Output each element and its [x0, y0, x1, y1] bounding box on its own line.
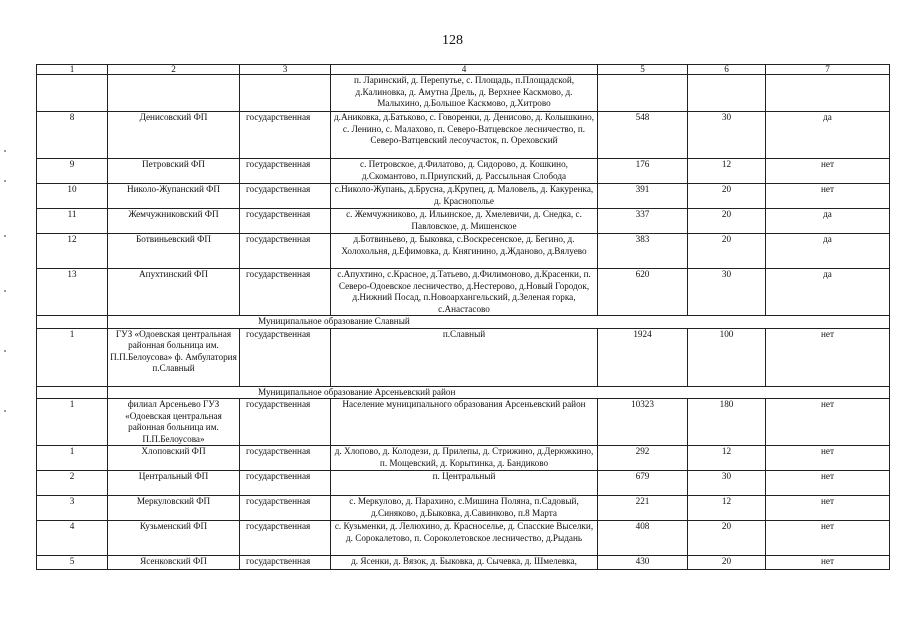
ownership-form: государственная [240, 234, 331, 269]
facility-name: Апухтинский ФП [108, 269, 240, 316]
served-settlements: п. Центральный [331, 471, 598, 496]
ownership-form: государственная [240, 269, 331, 316]
table-row [37, 209, 890, 234]
table-row [37, 496, 890, 521]
served-settlements: с.Николо-Жупань, д.Бруcна, д.Крупец, д. Маловель, д. Какуренка, д. Краснополье [331, 184, 598, 209]
served-settlements: с.Апухтино, с.Красное, д.Татьево, д.Филимоново, д.Красенки, п. Северо-Одоевское лесничество, д.Нестерово, д.Новый Городок, д.Нижний Посад, п.Новоархангельский, д.Зеленая горка, с.Анастасово [331, 269, 598, 316]
binding-marks [4, 140, 14, 440]
facility-name: Петровский ФП [108, 159, 240, 184]
distance: 12 [688, 159, 766, 184]
ownership-form: государственная [240, 496, 331, 521]
distance: 20 [688, 556, 766, 570]
column-header: 4 [331, 65, 598, 75]
row-number: 13 [37, 269, 108, 316]
distance: 20 [688, 234, 766, 269]
row-number: 9 [37, 159, 108, 184]
section-spacer [37, 316, 108, 329]
served-settlements: п. Ларинский, д. Перепутье, с. Площадь, п.Площадской, д.Калиновка, д. Амутна Дрель, д. Верхнее Каскмово, д. Малыхино, д.Большое Каскмово, д.Хитрово [331, 75, 598, 112]
served-settlements: д.Аниковка, д.Батьково, с. Говоренки, д. Денисово, д. Колышкино, с. Ленино, с. Малахово, п. Северо-Ватцевское лесничество, п. Северо-Ватцевский лесоучасток, п. Ореховский [331, 112, 598, 159]
population: 292 [598, 446, 688, 471]
facility-name: Хлоповский ФП [108, 446, 240, 471]
facilities-table [36, 64, 890, 570]
row-number: 8 [37, 112, 108, 159]
population: 548 [598, 112, 688, 159]
population: 176 [598, 159, 688, 184]
served-settlements: Население муниципального образования Арсеньевский район [331, 399, 598, 446]
availability: нет [766, 184, 890, 209]
table-row [37, 112, 890, 159]
served-settlements: д. Ясенки, д. Вязок, д. Быковка, д. Сычевка, д. Шмелевка, [331, 556, 598, 570]
row-number: 3 [37, 496, 108, 521]
distance: 20 [688, 521, 766, 556]
section-header-row [37, 386, 890, 399]
availability: да [766, 269, 890, 316]
population: 391 [598, 184, 688, 209]
facility-name: Денисовский ФП [108, 112, 240, 159]
served-settlements: п.Славный [331, 328, 598, 386]
ownership-form: государственная [240, 521, 331, 556]
section-spacer [37, 386, 108, 399]
facility-name: Николо-Жупанский ФП [108, 184, 240, 209]
ownership-form: государственная [240, 112, 331, 159]
availability: нет [766, 556, 890, 570]
ownership-form: государственная [240, 209, 331, 234]
section-title: Муниципальное образование Славный [108, 316, 890, 329]
table-row [37, 471, 890, 496]
ownership-form: государственная [240, 184, 331, 209]
distance: 30 [688, 112, 766, 159]
availability: да [766, 209, 890, 234]
column-header: 3 [240, 65, 331, 75]
availability: нет [766, 399, 890, 446]
population: 620 [598, 269, 688, 316]
population: 10323 [598, 399, 688, 446]
distance: 180 [688, 399, 766, 446]
table-row [37, 556, 890, 570]
distance: 20 [688, 209, 766, 234]
served-settlements: с. Петровское, д.Филатово, д. Сидорово, д. Кошкино, д.Скомантово, п.Приупский, д. Рассыльная Слобода [331, 159, 598, 184]
distance: 100 [688, 328, 766, 386]
served-settlements: д.Ботвиньево, д. Быковка, с.Воскресенское, д. Бегино, д. Холохольня, д.Ефимовка, д. Княгинино, д.Жданово, д.Вялуево [331, 234, 598, 269]
availability: да [766, 234, 890, 269]
availability: нет [766, 446, 890, 471]
availability: нет [766, 328, 890, 386]
population: 679 [598, 471, 688, 496]
availability [766, 75, 890, 112]
column-header: 7 [766, 65, 890, 75]
served-settlements: д. Хлопово, д. Колодези, д. Прилепы, д. Стрижино, д.Дерюжкино, п. Мощевский, д. Корытинка, д. Бандиково [331, 446, 598, 471]
table-row [37, 184, 890, 209]
row-number: 1 [37, 446, 108, 471]
facility-name: Ботвиньевский ФП [108, 234, 240, 269]
distance: 12 [688, 446, 766, 471]
population: 337 [598, 209, 688, 234]
section-title: Муниципальное образование Арсеньевский район [108, 386, 890, 399]
table-row [37, 269, 890, 316]
section-header-row [37, 316, 890, 329]
ownership-form: государственная [240, 446, 331, 471]
distance: 12 [688, 496, 766, 521]
row-number: 4 [37, 521, 108, 556]
row-number: 10 [37, 184, 108, 209]
table-row [37, 75, 890, 112]
table-row [37, 159, 890, 184]
row-number: 5 [37, 556, 108, 570]
served-settlements: с. Кузьменки, д. Лелюхино, д. Красноселье, д. Спасские Выселки, д. Сорокалетово, п. Сороколетовское лесничество, д.Рыдань [331, 521, 598, 556]
population: 221 [598, 496, 688, 521]
facility-name: ГУЗ «Одоевская центральная районная больница им. П.П.Белоусова» ф. Амбулатория п.Славный [108, 328, 240, 386]
table-row [37, 234, 890, 269]
availability: нет [766, 159, 890, 184]
population: 1924 [598, 328, 688, 386]
row-number: 12 [37, 234, 108, 269]
ownership-form: государственная [240, 159, 331, 184]
distance: 30 [688, 269, 766, 316]
page-number: 128 [442, 33, 463, 48]
facility-name: Жемчужниковский ФП [108, 209, 240, 234]
facility-name: Меркуловский ФП [108, 496, 240, 521]
table-row [37, 446, 890, 471]
facility-name [108, 75, 240, 112]
distance: 30 [688, 471, 766, 496]
served-settlements: с. Жемчужниково, д. Ильинское, д. Хмелевичи, д. Снедка, с. Павловское, д. Мишенское [331, 209, 598, 234]
facility-name: Центральный ФП [108, 471, 240, 496]
served-settlements: с. Меркулово, д. Парахино, с.Мишина Поляна, п.Садовый, д.Синяково, д.Быковка, д.Савинково, п.8 Марта [331, 496, 598, 521]
table-row [37, 328, 890, 386]
row-number [37, 75, 108, 112]
column-header: 1 [37, 65, 108, 75]
table-row [37, 399, 890, 446]
column-header: 5 [598, 65, 688, 75]
availability: нет [766, 471, 890, 496]
population: 430 [598, 556, 688, 570]
ownership-form: государственная [240, 328, 331, 386]
row-number: 2 [37, 471, 108, 496]
availability: да [766, 112, 890, 159]
row-number: 1 [37, 399, 108, 446]
availability: нет [766, 521, 890, 556]
column-header: 2 [108, 65, 240, 75]
ownership-form: государственная [240, 556, 331, 570]
availability: нет [766, 496, 890, 521]
facility-name: филиал Арсеньево ГУЗ «Одоевская центральная районная больница им. П.П.Белоусова» [108, 399, 240, 446]
distance [688, 75, 766, 112]
row-number: 1 [37, 328, 108, 386]
facility-name: Кузьменский ФП [108, 521, 240, 556]
facility-name: Ясенковский ФП [108, 556, 240, 570]
ownership-form [240, 75, 331, 112]
table-row [37, 521, 890, 556]
column-header: 6 [688, 65, 766, 75]
population: 408 [598, 521, 688, 556]
ownership-form: государственная [240, 399, 331, 446]
ownership-form: государственная [240, 471, 331, 496]
distance: 20 [688, 184, 766, 209]
row-number: 11 [37, 209, 108, 234]
population: 383 [598, 234, 688, 269]
population [598, 75, 688, 112]
column-header-row [37, 65, 890, 75]
